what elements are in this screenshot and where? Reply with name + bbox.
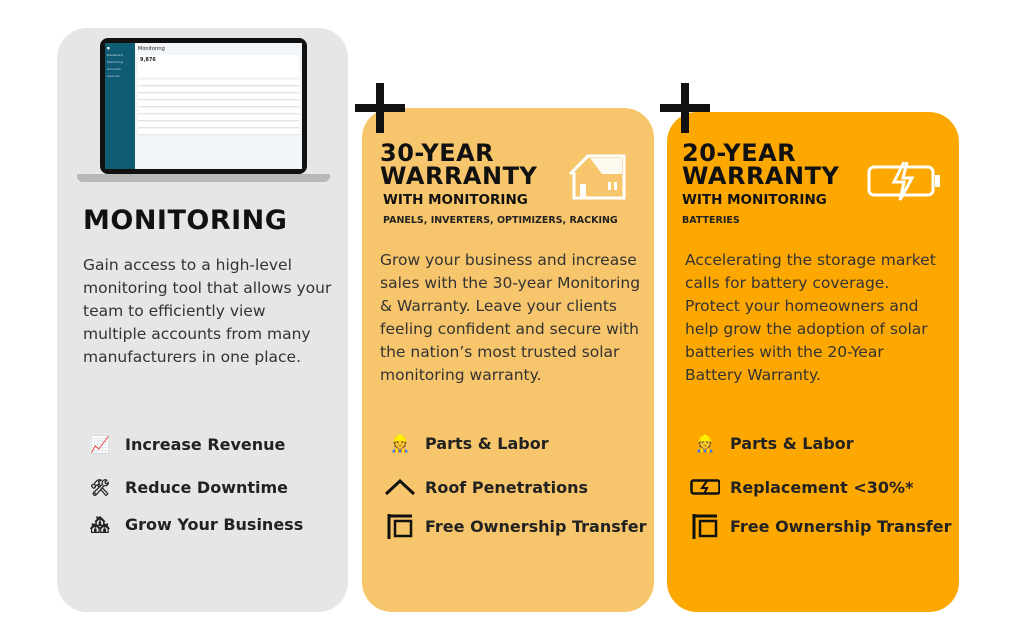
sale-sign-icon xyxy=(385,513,415,539)
tools-icon: 🛠 xyxy=(89,477,111,497)
feature-parts-labor: 👷 Parts & Labor xyxy=(690,430,854,456)
worker-icon: 👷 xyxy=(390,433,410,453)
warranty-20-subtitle: WITH MONITORING xyxy=(682,192,827,208)
laptop-screenshot xyxy=(77,38,330,184)
feature-increase-revenue: 📈 Increase Revenue xyxy=(85,431,285,457)
battery-charge-icon xyxy=(866,160,944,202)
nav-item: Invoices xyxy=(107,74,120,78)
feature-grow-business: 🏘 Grow Your Business xyxy=(85,511,303,537)
nav-item: Accounts xyxy=(107,67,121,71)
app-sidebar: ■ Dashboard Monitoring Accounts Invoices xyxy=(105,43,135,169)
roof-icon xyxy=(385,474,415,500)
warranty-30-subtitle: WITH MONITORING xyxy=(383,192,528,208)
plus-icon xyxy=(660,83,710,133)
feature-roof-penetrations: Roof Penetrations xyxy=(385,474,588,500)
feature-replacement: Replacement <30%* xyxy=(690,474,913,500)
nav-item: Dashboard xyxy=(107,53,124,57)
battery-icon xyxy=(690,474,720,500)
plus-icon xyxy=(355,83,405,133)
warranty-20-description: Accelerating the storage market calls for battery coverage. Protect your homeowners and help grow the adoption of solar batteries with the 20-Year Battery Warranty. xyxy=(685,251,936,384)
warranty-30-title: 30-YEAR WARRANTY xyxy=(380,139,538,190)
chart-up-icon: 📈 xyxy=(90,434,110,454)
warranty-20-title: 20-YEAR WARRANTY xyxy=(682,139,840,190)
warranty-30-description: Grow your business and increase sales with the 30-year Monitoring & Warranty. Leave your clients feeling confident and secure with the nation’s most trusted solar monitoring warranty. xyxy=(380,251,641,384)
nav-item: Monitoring xyxy=(107,60,124,64)
warranty-20-covers: BATTERIES xyxy=(682,215,740,226)
solar-house-icon xyxy=(566,152,628,200)
feature-ownership-transfer: Free Ownership Transfer xyxy=(385,513,646,539)
monitoring-description: Gain access to a high-level monitoring tool that allows your team to efficiently view multiple accounts from many manufacturers in one place. xyxy=(83,256,332,366)
feature-ownership-transfer: Free Ownership Transfer xyxy=(690,513,951,539)
monitoring-title: MONITORING xyxy=(83,205,288,236)
app-title: Monitoring xyxy=(138,46,165,52)
worker-icon: 👷 xyxy=(695,433,715,453)
houses-icon: 🏘 xyxy=(89,514,111,534)
warranty-30-covers: PANELS, INVERTERS, OPTIMIZERS, RACKING xyxy=(383,215,618,226)
feature-reduce-downtime: 🛠 Reduce Downtime xyxy=(85,474,288,500)
sale-sign-icon xyxy=(690,513,720,539)
feature-parts-labor: 👷 Parts & Labor xyxy=(385,430,549,456)
stat-box: 9,876 xyxy=(138,55,299,77)
